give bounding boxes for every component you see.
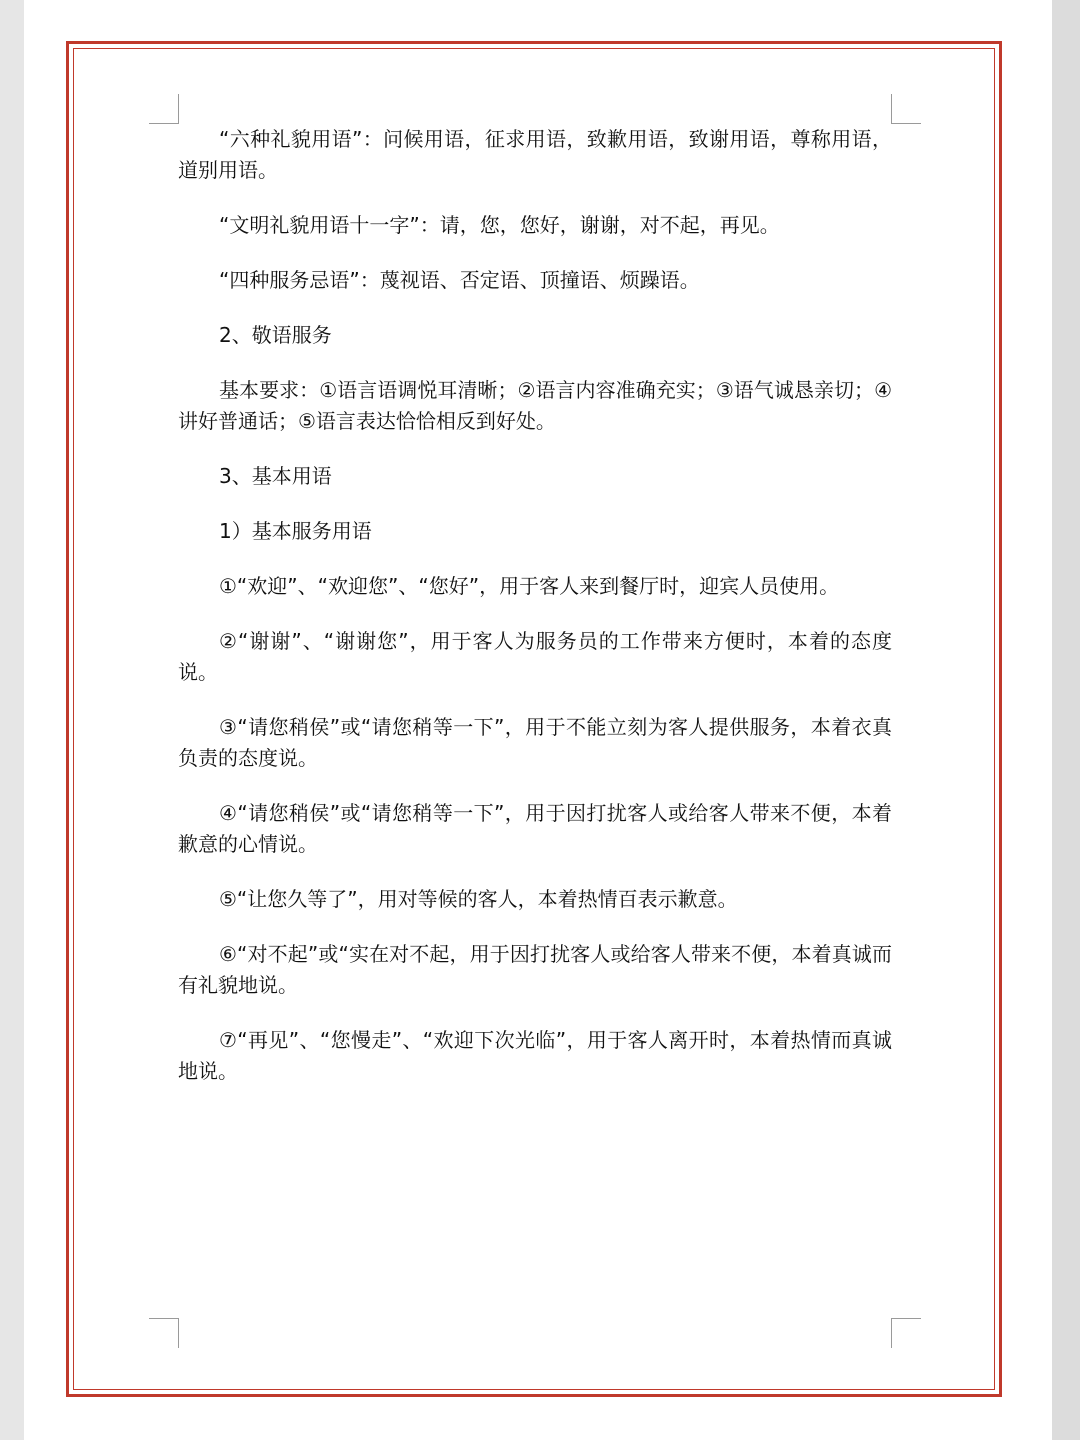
list-item-thanks: ②“谢谢”、“谢谢您”，用于客人为服务员的工作带来方便时，本着的态度说。 (178, 629, 892, 684)
paragraph-taboo-phrases: “四种服务忌语”：蔑视语、否定语、顶撞语、烦躁语。 (219, 268, 700, 292)
document-body[interactable] (178, 124, 892, 1111)
list-item-please-wait-apology: ④“请您稍侯”或“请您稍等一下”，用于因打扰客人或给客人带来不便，本着歉意的心情说。 (178, 801, 892, 856)
list-item-sorry: ⑥“对不起”或“实在对不起，用于因打扰客人或给客人带来不便，本着真诚而有礼貌地说。 (178, 942, 892, 997)
paragraph-eleven-words: “文明礼貌用语十一字”：请，您，您好，谢谢，对不起，再见。 (219, 213, 780, 237)
section-heading-honorific-service: 2、敬语服务 (219, 323, 332, 347)
list-item-welcome: ①“欢迎”、“欢迎您”、“您好”，用于客人来到餐厅时，迎宾人员使用。 (219, 574, 840, 598)
paragraph-polite-phrases: “六种礼貌用语”：问候用语，征求用语，致歉用语，致谢用语，尊称用语，道别用语。 (178, 127, 892, 182)
margin-corner-top-left (149, 94, 179, 124)
section-heading-basic-phrases: 3、基本用语 (219, 464, 332, 488)
margin-corner-top-right (891, 94, 921, 124)
margin-corner-bottom-right (891, 1318, 921, 1348)
list-item-please-wait: ③“请您稍侯”或“请您稍等一下”，用于不能立刻为客人提供服务，本着衣真负责的态度说。 (178, 715, 892, 770)
subsection-heading-service-phrases: 1）基本服务用语 (219, 519, 372, 543)
paragraph-basic-requirements: 基本要求：①语言语调悦耳清晰；②语言内容准确充实；③语气诚恳亲切；④讲好普通话；⑤语言表达恰恰相反到好处。 (178, 378, 892, 433)
left-gutter (0, 0, 24, 1440)
right-scroll-gutter[interactable] (1052, 0, 1080, 1440)
list-item-sorry-to-keep-waiting: ⑤“让您久等了”，用对等候的客人，本着热情百表示歉意。 (219, 887, 738, 911)
list-item-goodbye: ⑦“再见”、“您慢走”、“欢迎下次光临”，用于客人离开时，本着热情而真诚地说。 (178, 1028, 892, 1083)
margin-corner-bottom-left (149, 1318, 179, 1348)
